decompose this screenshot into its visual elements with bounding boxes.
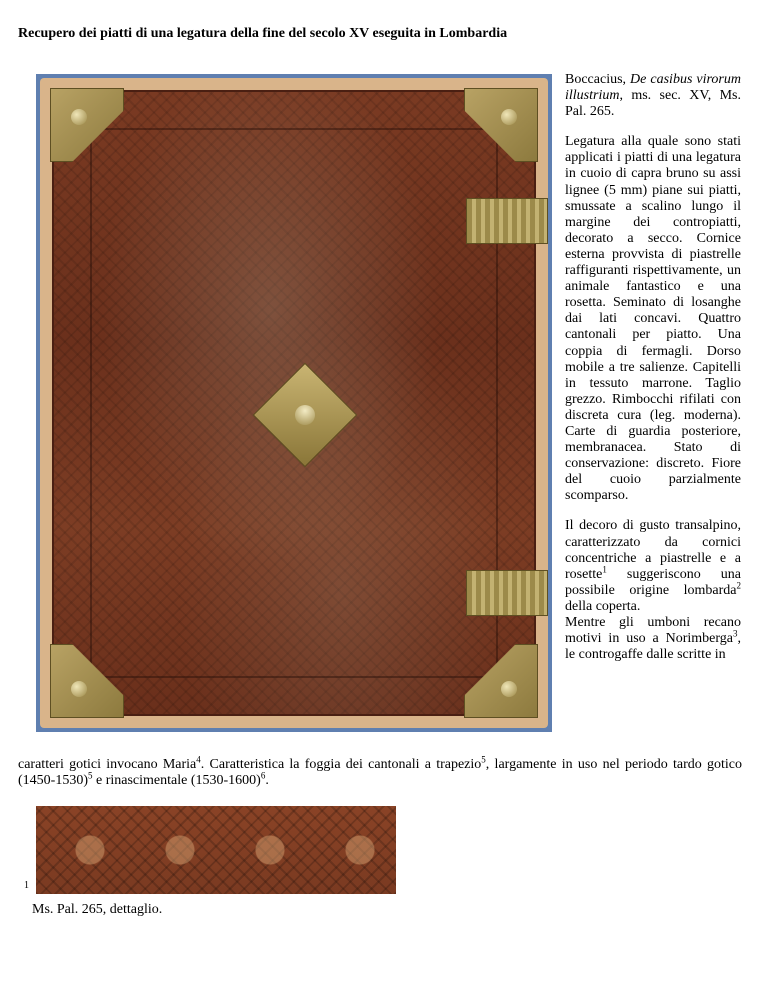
- page-title: Recupero dei piatti di una legatura della fine del secolo XV eseguita in Lombardia: [18, 26, 508, 41]
- text-run: Il decoro di gusto transalpino, caratterizzato da cornici concentriche a piastrelle e a rosette: [565, 518, 741, 582]
- text-run: suggeriscono una possibile origine lombarda: [565, 566, 741, 598]
- text-run: , le controgaffe dalle scritte in: [565, 631, 741, 663]
- figure-caption: Ms. Pal. 265, dettaglio.: [32, 902, 163, 917]
- work-title: De casibus virorum illustrium: [565, 72, 741, 104]
- book-cover-photo: [36, 74, 552, 732]
- text-run: . Caratteristica la foggia dei cantonali a trapezio: [200, 757, 482, 772]
- binding: [40, 78, 548, 728]
- corner-stud: [71, 681, 87, 697]
- corner-stud: [501, 109, 517, 125]
- shelfmark-paragraph: [565, 72, 741, 120]
- figure-number: 1: [24, 880, 29, 891]
- text-run: caratteri gotici invocano Maria: [18, 757, 197, 772]
- footnote-ref: 6: [260, 770, 266, 781]
- text-run: e rinascimentale (1530-1600): [92, 773, 261, 789]
- footnote-ref: 5: [481, 754, 486, 765]
- footnote-ref: 5: [88, 770, 93, 781]
- footnote-ref: 1: [602, 564, 607, 575]
- text-run: .: [265, 773, 269, 789]
- detail-photo: [36, 806, 396, 894]
- text-run: della coperta.: [565, 598, 641, 614]
- continuation-paragraph: [18, 754, 743, 789]
- footnote-ref: 2: [736, 580, 741, 591]
- corner-stud: [501, 681, 517, 697]
- text-run: Mentre gli umboni recano motivi in uso a Norimberga: [565, 615, 741, 647]
- text-run: , ms. sec. XV, Ms. Pal. 265.: [565, 88, 741, 120]
- leather-panel: [52, 90, 536, 716]
- footnote-ref: 3: [733, 628, 738, 639]
- text-run: , largamente in uso nel periodo tardo gotico (1450-1530): [18, 757, 743, 789]
- clasp-top: [466, 198, 548, 244]
- footnote-ref: 4: [196, 754, 201, 765]
- decoration-paragraph: [565, 518, 741, 663]
- text-run: Boccacius,: [565, 72, 631, 87]
- clasp-bottom: [466, 570, 548, 616]
- boss-stud: [291, 401, 319, 429]
- corner-stud: [71, 109, 87, 125]
- binding-description: Legatura alla quale sono stati applicati i piatti di una legatura in cuoio di capra bruno su assi lignee (5 mm) piane sui piatti, smussate a scalino lungo il margine dei contropiatti, decorato a secco. Cornice esterna provvista di piastrelle raffiguranti rispettivamente, un animale fantastico e una rosetta. Seminato di losanghe dai lati concavi. Quattro cantonali per piatto. Una coppia di fermagli. Dorso mobile a tre salienze. Capitelli in tessuto marrone. Taglio grezzo. Rimbocchi rifilati con discreta cura (leg. moderna). Carte di guardia posteriore, membranacea. Stato di conservazione: discreto. Fiore del cuoio parzialmente scomparso.: [565, 134, 741, 504]
- description-column: [565, 72, 741, 663]
